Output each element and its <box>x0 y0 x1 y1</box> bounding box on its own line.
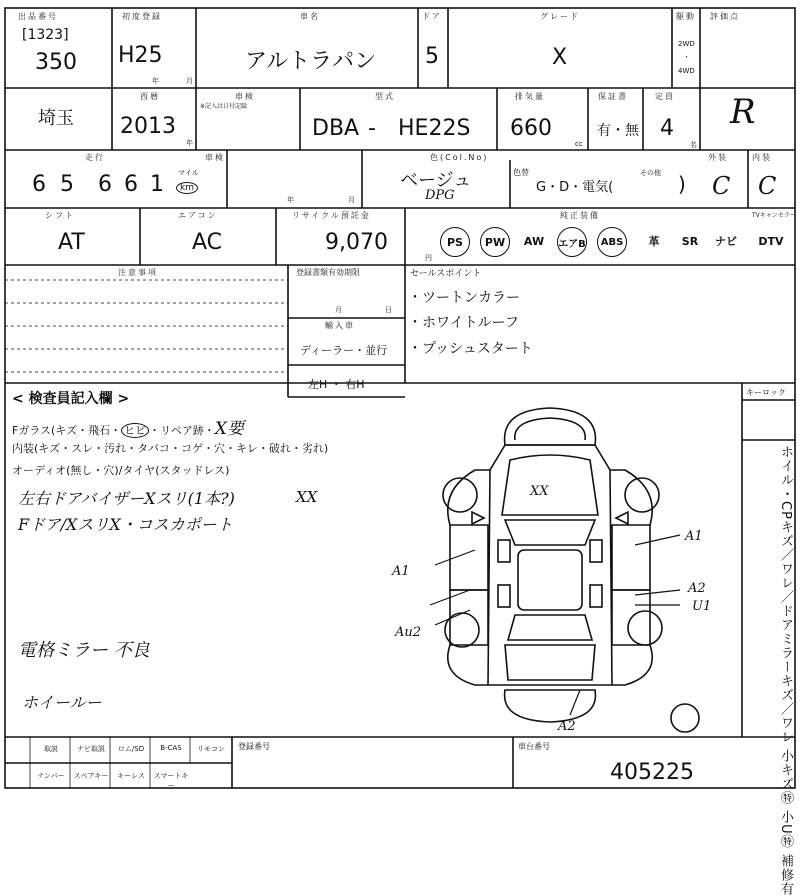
handwriting-3: 電格ミラー 不良 <box>18 640 150 661</box>
type-code: HE22S <box>398 116 471 141</box>
recycle-unit: 円 <box>425 254 432 262</box>
equip-abs: ABS <box>597 227 627 257</box>
mileage-digit-1: 6 <box>32 172 46 197</box>
mark-left-front: A1 <box>392 564 410 579</box>
equip-dtv: DTV <box>758 234 784 248</box>
displacement: 660 <box>510 116 552 141</box>
inspection-label: 車検 <box>235 92 255 101</box>
interior-label: 内装 <box>752 153 772 162</box>
warranty-value: 有・無 <box>597 123 639 139</box>
tv-canceller-label: TVキャンセラー <box>752 212 796 219</box>
shift-value: AT <box>58 230 85 255</box>
reg-month-unit: 月 <box>186 77 193 85</box>
keylock-label: キーロック <box>746 388 786 397</box>
glass-suffix: ・リペア跡・ <box>149 424 215 437</box>
glass-prefix: Fガラス(キズ・飛石・ <box>12 424 122 437</box>
mark-right-rear-u: U1 <box>692 599 712 614</box>
sales-point-3: ・プッシュスタート <box>408 341 533 357</box>
car-damage-diagram <box>380 400 720 735</box>
recycle-fee: 9,070 <box>325 230 388 255</box>
ac-value: AC <box>192 230 223 255</box>
inspection-note: ※記入は日付記録 <box>200 103 248 110</box>
chassis-number: 405225 <box>610 760 694 785</box>
eval-label: 評価点 <box>710 12 740 21</box>
type-prefix: DBA <box>312 116 360 141</box>
capacity-unit: 名 <box>690 141 697 149</box>
mark-right-rear: A2 <box>688 581 706 596</box>
handwriting-1-mark: XX <box>296 488 318 506</box>
color-value: ベージュ <box>400 170 472 191</box>
glass-mark: X要 <box>214 419 244 439</box>
footer-manual: 取説 <box>44 745 58 753</box>
mileage-unit-mile: マイル <box>178 169 199 177</box>
reg-year-unit: 年 <box>152 77 159 85</box>
footer-bcas: B-CAS <box>160 744 182 752</box>
type-dash: - <box>368 116 376 141</box>
steering-value: 左H ・ 右H <box>308 378 365 391</box>
equip-aw: AW <box>523 234 545 248</box>
paint-other: その他 <box>640 169 661 177</box>
sales-label: セールスポイント <box>410 269 482 279</box>
footer-remote: リモコン <box>197 745 225 753</box>
first-registration: H25 <box>118 43 163 68</box>
glass-crack-mark: ヒビ <box>121 423 149 438</box>
doors-label: ドア <box>422 12 442 21</box>
year-label: 西暦 <box>140 92 160 101</box>
equip-ps: PS <box>440 227 470 257</box>
damage-legend: ホイル・CPキズ／ワレ／ドアミラーキズ／ワレ 小キズ㊕ 小U㊕ 補修有 <box>778 445 793 896</box>
equip-leather: 革 <box>648 235 660 248</box>
inspector-interior-line: 内装(キズ・スレ・汚れ・タバコ・コゲ・穴・キレ・破れ・劣れ) <box>12 442 329 455</box>
displacement-unit: cc <box>575 140 583 148</box>
mileage-unit-km: km <box>176 182 198 194</box>
warranty-label: 保証書 <box>598 92 628 101</box>
exterior-label: 外装 <box>708 153 728 162</box>
eval-score: R <box>730 92 756 132</box>
footer-spare-key: スペアキー <box>73 772 109 780</box>
inspector-glass-line <box>12 414 244 439</box>
equip-navi: ナビ <box>715 235 737 248</box>
reg-number-label: 登録番号 <box>238 742 270 751</box>
reg-deadline-label: 登録書類有効期限 <box>296 268 360 277</box>
handwriting-2: Fドア/XスリX・コスカポート <box>18 515 233 534</box>
footer-rom-sd: ロム/SD <box>117 745 145 753</box>
grade-value: X <box>552 45 568 70</box>
mark-rear-bumper: A2 <box>558 719 576 734</box>
mileage-label: 走行 <box>85 153 105 162</box>
equip-pw: PW <box>480 227 510 257</box>
drive-2wd: 2WD <box>678 40 695 48</box>
model-year: 2013 <box>120 114 176 139</box>
history-year-unit: 年 <box>287 196 294 204</box>
equip-airbag: エアB <box>557 227 587 257</box>
model-year-unit: 年 <box>186 139 193 147</box>
capacity-label: 定員 <box>655 92 675 101</box>
recycle-label: リサイクル預託金 <box>292 211 371 220</box>
mark-right-front: A1 <box>685 529 703 544</box>
paint-label: 色替 <box>513 168 529 177</box>
handwriting-4: ホイールー <box>22 693 102 712</box>
paint-options: G・D・電気( <box>536 180 614 195</box>
capacity: 4 <box>660 116 674 141</box>
model-name: アルトラパン <box>245 49 377 74</box>
interior-grade: C <box>758 172 777 200</box>
type-label: 型式 <box>375 92 395 101</box>
equip-sunroof: SR <box>681 234 699 248</box>
mileage-digit-5: 1 <box>150 172 164 197</box>
lot-code: [1323] <box>22 27 69 43</box>
doors-value: 5 <box>425 44 439 69</box>
mark-hood: XX <box>530 484 549 499</box>
footer-navi-manual: ナビ取説 <box>77 745 105 753</box>
inspector-title: < 検査員記入欄 > <box>12 391 130 407</box>
lot-label: 出品番号 <box>18 12 58 21</box>
mark-left-rear: Au2 <box>395 625 422 640</box>
ac-label: エアコン <box>178 211 218 220</box>
chassis-label: 車台番号 <box>518 742 550 751</box>
history-month-unit: 月 <box>348 196 355 204</box>
exterior-grade: C <box>712 172 731 200</box>
sales-point-1: ・ツートンカラー <box>408 290 520 306</box>
prefecture: 埼玉 <box>38 108 74 129</box>
deadline-month-unit: 月 <box>335 306 342 314</box>
handwriting-1: 左右ドアバイザーXスリ(1本?) <box>18 489 235 508</box>
inspector-audio-line: オーディオ(無し・穴)/タイヤ(スタッドレス) <box>12 464 230 477</box>
deadline-day-unit: 日 <box>385 306 392 314</box>
history-label: 車検 <box>205 153 225 162</box>
footer-smart-key: スマートキー <box>153 772 189 790</box>
footer-number: ナンバー <box>37 772 65 780</box>
color-code: DPG <box>425 188 455 203</box>
lot-number: 350 <box>35 50 77 75</box>
drive-label: 駆動 <box>676 12 696 21</box>
color-label: 色(Col.No) <box>430 153 489 162</box>
footer-keyless: キーレス <box>117 772 145 780</box>
shift-label: シフト <box>45 211 75 220</box>
mileage-digit-4: 6 <box>124 172 138 197</box>
sales-point-2: ・ホワイトルーフ <box>408 315 519 331</box>
displacement-label: 排気量 <box>515 92 545 101</box>
drive-separator: ・ <box>683 53 690 61</box>
grade-label: グレード <box>540 12 580 21</box>
drive-4wd: 4WD <box>678 67 695 75</box>
mileage-digit-2: 5 <box>60 172 74 197</box>
import-value: ディーラー・並行 <box>300 344 388 357</box>
import-label: 輸入車 <box>325 321 355 330</box>
caution-label: 注意事項 <box>118 268 158 277</box>
equip-label: 純正装備 <box>560 211 600 220</box>
reg-label: 初度登録 <box>122 12 162 21</box>
paint-close: ) <box>678 172 686 196</box>
model-label: 車名 <box>300 12 320 21</box>
mileage-digit-3: 6 <box>98 172 112 197</box>
